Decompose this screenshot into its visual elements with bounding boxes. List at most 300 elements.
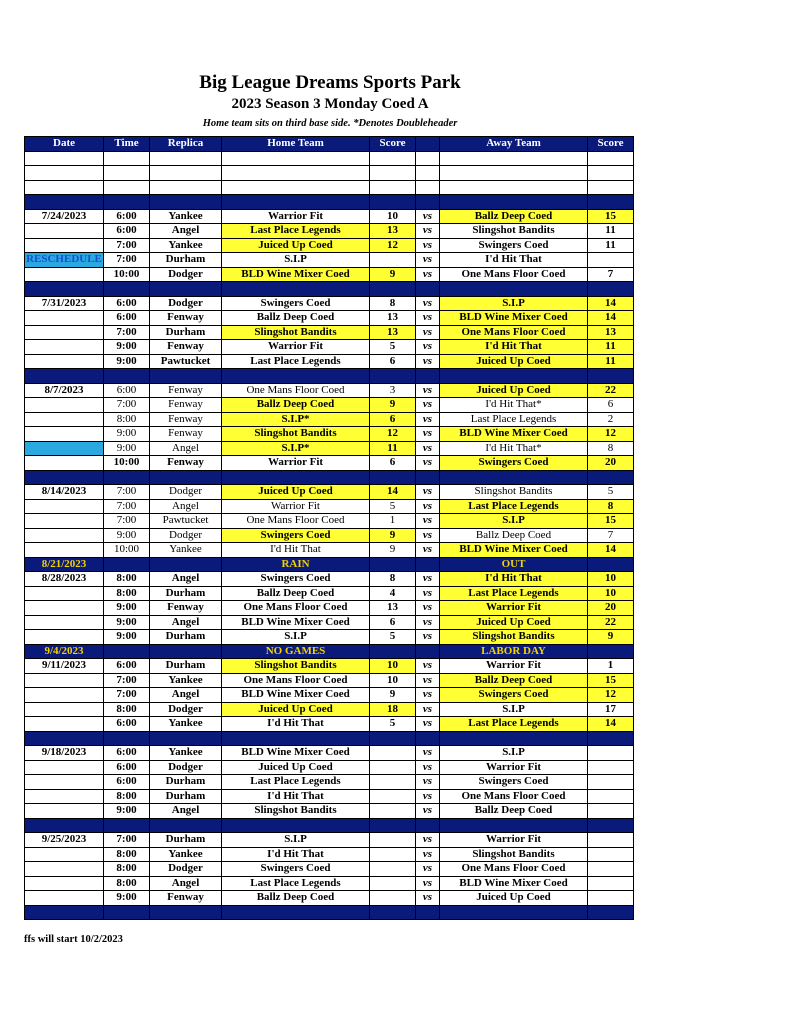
blank-cell — [440, 180, 588, 195]
away-team-cell: I'd Hit That — [440, 340, 588, 355]
blank-cell — [440, 151, 588, 166]
game-row — [25, 267, 634, 282]
schedule-body — [25, 151, 634, 920]
home-team-cell: Slingshot Bandits — [222, 325, 370, 340]
time-cell: 6:00 — [104, 775, 150, 790]
home-team-cell: Ballz Deep Coed — [222, 891, 370, 906]
blank-cell — [150, 166, 222, 181]
separator-cell — [416, 470, 440, 485]
home-team-cell: Last Place Legends — [222, 775, 370, 790]
home-team-cell: Last Place Legends — [222, 224, 370, 239]
home-team-cell: I'd Hit That — [222, 543, 370, 558]
game-row — [25, 659, 634, 674]
game-row — [25, 499, 634, 514]
separator-cell — [588, 369, 634, 384]
time-cell: 8:00 — [104, 702, 150, 717]
away-score-cell — [588, 789, 634, 804]
time-cell: 8:00 — [104, 412, 150, 427]
replica-cell: Durham — [150, 253, 222, 268]
away-score-cell: 15 — [588, 209, 634, 224]
separator-cell — [416, 195, 440, 210]
replica-cell: Dodger — [150, 296, 222, 311]
away-score-cell: 12 — [588, 688, 634, 703]
replica-cell: Angel — [150, 688, 222, 703]
date-cell: 9/18/2023 — [25, 746, 104, 761]
home-score-cell — [370, 833, 416, 848]
vs-cell: vs — [416, 543, 440, 558]
replica-cell: Fenway — [150, 427, 222, 442]
time-cell: 10:00 — [104, 543, 150, 558]
away-score-cell: 17 — [588, 702, 634, 717]
schedule-note: Home team sits on third base side. *Denotes Doubleheader — [202, 118, 458, 129]
away-score-cell — [588, 862, 634, 877]
vs-cell: vs — [416, 586, 440, 601]
date-cell: 7/31/2023 — [25, 296, 104, 311]
separator-cell — [25, 195, 104, 210]
replica-cell: Angel — [150, 876, 222, 891]
time-cell: 8:00 — [104, 876, 150, 891]
game-row — [25, 311, 634, 326]
home-score-cell: 13 — [370, 601, 416, 616]
blank-cell — [25, 166, 104, 181]
away-score-cell: 20 — [588, 456, 634, 471]
away-team-cell: Juiced Up Coed — [440, 891, 588, 906]
home-score-cell: 8 — [370, 572, 416, 587]
time-cell: 6:00 — [104, 717, 150, 732]
home-score-cell: 6 — [370, 412, 416, 427]
home-score-cell: 9 — [370, 543, 416, 558]
home-score-cell: 18 — [370, 702, 416, 717]
away-score-cell: 11 — [588, 224, 634, 239]
separator-cell — [104, 818, 150, 833]
away-score-cell: 7 — [588, 267, 634, 282]
separator-cell — [416, 731, 440, 746]
separator-cell — [25, 818, 104, 833]
separator-cell — [416, 818, 440, 833]
game-row — [25, 572, 634, 587]
vs-cell: vs — [416, 804, 440, 819]
game-row — [25, 586, 634, 601]
time-cell: 7:00 — [104, 499, 150, 514]
home-score-cell: 5 — [370, 717, 416, 732]
time-cell: 6:00 — [104, 209, 150, 224]
home-team-cell: One Mans Floor Coed — [222, 383, 370, 398]
vs-cell: vs — [416, 296, 440, 311]
blank-cell — [588, 180, 634, 195]
date-cell: 9/11/2023 — [25, 659, 104, 674]
away-team-cell: Slingshot Bandits — [440, 630, 588, 645]
away-score-cell: 5 — [588, 485, 634, 500]
away-team-cell: BLD Wine Mixer Coed — [440, 311, 588, 326]
game-row — [25, 427, 634, 442]
home-team-cell: Ballz Deep Coed — [222, 586, 370, 601]
col-date-header: Date — [25, 137, 104, 152]
date-cell — [25, 340, 104, 355]
replica-cell: Fenway — [150, 340, 222, 355]
separator-cell — [25, 905, 104, 920]
separator-cell — [588, 195, 634, 210]
game-row — [25, 862, 634, 877]
game-row — [25, 441, 634, 456]
time-cell: 9:00 — [104, 528, 150, 543]
blank-cell — [104, 151, 150, 166]
away-team-cell: Warrior Fit — [440, 833, 588, 848]
separator-cell — [416, 282, 440, 297]
separator-cell — [222, 731, 370, 746]
date-cell — [25, 456, 104, 471]
vs-cell: vs — [416, 325, 440, 340]
date-cell: 8/7/2023 — [25, 383, 104, 398]
game-row — [25, 412, 634, 427]
time-cell: 8:00 — [104, 847, 150, 862]
home-score-cell: 14 — [370, 485, 416, 500]
away-team-cell: One Mans Floor Coed — [440, 267, 588, 282]
col-vs-header — [416, 137, 440, 152]
game-row — [25, 746, 634, 761]
away-score-cell: 20 — [588, 601, 634, 616]
date-cell — [25, 412, 104, 427]
game-row — [25, 630, 634, 645]
away-score-cell — [588, 746, 634, 761]
replica-cell: Yankee — [150, 673, 222, 688]
away-team-cell: Juiced Up Coed — [440, 383, 588, 398]
away-team-cell: Ballz Deep Coed — [440, 209, 588, 224]
notice-row — [25, 557, 634, 572]
vs-cell: vs — [416, 615, 440, 630]
time-cell: 8:00 — [104, 789, 150, 804]
date-cell — [25, 630, 104, 645]
away-score-cell: 7 — [588, 528, 634, 543]
away-score-cell: 8 — [588, 499, 634, 514]
game-row — [25, 209, 634, 224]
game-row — [25, 804, 634, 819]
home-team-cell: Last Place Legends — [222, 876, 370, 891]
game-row — [25, 296, 634, 311]
away-team-cell: One Mans Floor Coed — [440, 862, 588, 877]
separator-row — [25, 731, 634, 746]
date-cell — [25, 891, 104, 906]
blank-cell — [588, 166, 634, 181]
replica-cell: Dodger — [150, 702, 222, 717]
blank-cell — [25, 180, 104, 195]
date-cell — [25, 325, 104, 340]
away-score-cell: 1 — [588, 659, 634, 674]
replica-cell: Durham — [150, 775, 222, 790]
game-row — [25, 833, 634, 848]
replica-cell: Angel — [150, 615, 222, 630]
home-team-cell: S.I.P — [222, 833, 370, 848]
notice-date: 8/21/2023 — [25, 557, 104, 572]
separator-cell — [370, 470, 416, 485]
home-team-cell: Juiced Up Coed — [222, 760, 370, 775]
date-cell — [25, 586, 104, 601]
notice-away: OUT — [440, 557, 588, 572]
separator-cell — [150, 905, 222, 920]
date-cell: 7/24/2023 — [25, 209, 104, 224]
notice-away: LABOR DAY — [440, 644, 588, 659]
away-score-cell: 14 — [588, 311, 634, 326]
separator-cell — [588, 905, 634, 920]
vs-cell: vs — [416, 514, 440, 529]
separator-row — [25, 470, 634, 485]
home-score-cell: 9 — [370, 528, 416, 543]
separator-cell — [25, 731, 104, 746]
blank-cell — [222, 180, 370, 195]
replica-cell: Pawtucket — [150, 354, 222, 369]
home-score-cell: 12 — [370, 427, 416, 442]
time-cell: 9:00 — [104, 615, 150, 630]
away-score-cell: 14 — [588, 296, 634, 311]
away-score-cell: 15 — [588, 514, 634, 529]
vs-cell: vs — [416, 528, 440, 543]
game-row — [25, 354, 634, 369]
date-cell — [25, 760, 104, 775]
separator-cell — [440, 905, 588, 920]
blank-cell — [370, 166, 416, 181]
separator-cell — [150, 195, 222, 210]
blank-cell — [104, 180, 150, 195]
date-cell — [25, 789, 104, 804]
notice-cell — [150, 644, 222, 659]
away-team-cell: One Mans Floor Coed — [440, 789, 588, 804]
home-team-cell: Warrior Fit — [222, 499, 370, 514]
home-score-cell: 13 — [370, 224, 416, 239]
home-score-cell — [370, 804, 416, 819]
home-team-cell: Swingers Coed — [222, 528, 370, 543]
separator-cell — [440, 731, 588, 746]
away-score-cell: 15 — [588, 673, 634, 688]
separator-cell — [370, 818, 416, 833]
home-score-cell: 12 — [370, 238, 416, 253]
notice-cell — [370, 644, 416, 659]
home-team-cell: Swingers Coed — [222, 862, 370, 877]
home-team-cell: One Mans Floor Coed — [222, 673, 370, 688]
time-cell: 7:00 — [104, 485, 150, 500]
home-score-cell: 4 — [370, 586, 416, 601]
vs-cell: vs — [416, 311, 440, 326]
time-cell: 9:00 — [104, 427, 150, 442]
home-team-cell: Juiced Up Coed — [222, 485, 370, 500]
vs-cell: vs — [416, 398, 440, 413]
notice-cell — [416, 557, 440, 572]
date-cell — [25, 615, 104, 630]
home-team-cell: I'd Hit That — [222, 847, 370, 862]
away-team-cell: I'd Hit That — [440, 253, 588, 268]
blank-cell — [416, 180, 440, 195]
away-team-cell: Last Place Legends — [440, 499, 588, 514]
away-score-cell: 6 — [588, 398, 634, 413]
time-cell: 9:00 — [104, 891, 150, 906]
away-team-cell: I'd Hit That — [440, 572, 588, 587]
page-title: Big League Dreams Sports Park — [199, 72, 461, 93]
replica-cell: Angel — [150, 224, 222, 239]
home-score-cell: 5 — [370, 499, 416, 514]
replica-cell: Dodger — [150, 760, 222, 775]
separator-cell — [440, 818, 588, 833]
date-cell — [25, 775, 104, 790]
vs-cell: vs — [416, 456, 440, 471]
home-score-cell — [370, 789, 416, 804]
game-row — [25, 224, 634, 239]
home-team-cell: Slingshot Bandits — [222, 659, 370, 674]
notice-cell — [370, 557, 416, 572]
home-score-cell: 10 — [370, 659, 416, 674]
replica-cell: Pawtucket — [150, 514, 222, 529]
vs-cell: vs — [416, 253, 440, 268]
notice-row — [25, 644, 634, 659]
home-score-cell: 3 — [370, 383, 416, 398]
vs-cell: vs — [416, 340, 440, 355]
date-cell — [25, 543, 104, 558]
game-row — [25, 253, 634, 268]
time-cell: 9:00 — [104, 354, 150, 369]
replica-cell: Fenway — [150, 311, 222, 326]
home-score-cell — [370, 862, 416, 877]
separator-cell — [150, 282, 222, 297]
blank-cell — [588, 151, 634, 166]
away-team-cell: I'd Hit That* — [440, 441, 588, 456]
col-time-header: Time — [104, 137, 150, 152]
game-row — [25, 340, 634, 355]
vs-cell: vs — [416, 717, 440, 732]
home-score-cell: 9 — [370, 267, 416, 282]
separator-cell — [440, 369, 588, 384]
vs-cell: vs — [416, 775, 440, 790]
replica-cell: Angel — [150, 441, 222, 456]
separator-cell — [222, 818, 370, 833]
vs-cell: vs — [416, 412, 440, 427]
away-score-cell: 11 — [588, 238, 634, 253]
home-team-cell: I'd Hit That — [222, 717, 370, 732]
vs-cell: vs — [416, 224, 440, 239]
replica-cell: Yankee — [150, 238, 222, 253]
separator-cell — [440, 470, 588, 485]
away-team-cell: S.I.P — [440, 746, 588, 761]
away-team-cell: S.I.P — [440, 296, 588, 311]
blank-cell — [370, 151, 416, 166]
date-cell — [25, 862, 104, 877]
date-cell — [25, 717, 104, 732]
replica-cell: Fenway — [150, 398, 222, 413]
separator-row — [25, 195, 634, 210]
replica-cell: Dodger — [150, 485, 222, 500]
away-team-cell: S.I.P — [440, 702, 588, 717]
away-team-cell: Swingers Coed — [440, 688, 588, 703]
home-score-cell: 10 — [370, 673, 416, 688]
game-row — [25, 528, 634, 543]
blank-row — [25, 180, 634, 195]
time-cell: 6:00 — [104, 659, 150, 674]
separator-cell — [440, 282, 588, 297]
date-cell — [25, 267, 104, 282]
separator-row — [25, 369, 634, 384]
date-cell — [25, 354, 104, 369]
game-row — [25, 238, 634, 253]
home-score-cell — [370, 775, 416, 790]
home-team-cell: BLD Wine Mixer Coed — [222, 746, 370, 761]
time-cell: 7:00 — [104, 688, 150, 703]
vs-cell: vs — [416, 354, 440, 369]
separator-cell — [222, 282, 370, 297]
vs-cell: vs — [416, 847, 440, 862]
home-score-cell: 13 — [370, 325, 416, 340]
separator-cell — [104, 282, 150, 297]
replica-cell: Dodger — [150, 528, 222, 543]
away-score-cell — [588, 833, 634, 848]
away-team-cell: Slingshot Bandits — [440, 224, 588, 239]
replica-cell: Angel — [150, 572, 222, 587]
separator-cell — [440, 195, 588, 210]
separator-cell — [104, 731, 150, 746]
away-score-cell: 11 — [588, 340, 634, 355]
vs-cell: vs — [416, 238, 440, 253]
home-score-cell: 9 — [370, 688, 416, 703]
date-cell — [25, 238, 104, 253]
replica-cell: Durham — [150, 325, 222, 340]
time-cell: 9:00 — [104, 630, 150, 645]
home-score-cell: 10 — [370, 209, 416, 224]
date-cell: 8/28/2023 — [25, 572, 104, 587]
separator-cell — [104, 369, 150, 384]
game-row — [25, 760, 634, 775]
date-cell — [25, 427, 104, 442]
time-cell: 6:00 — [104, 760, 150, 775]
date-cell — [25, 673, 104, 688]
away-team-cell: I'd Hit That* — [440, 398, 588, 413]
time-cell: 7:00 — [104, 325, 150, 340]
time-cell: 6:00 — [104, 224, 150, 239]
separator-cell — [370, 369, 416, 384]
vs-cell: vs — [416, 209, 440, 224]
vs-cell: vs — [416, 789, 440, 804]
game-row — [25, 514, 634, 529]
away-team-cell: Swingers Coed — [440, 456, 588, 471]
away-team-cell: Warrior Fit — [440, 760, 588, 775]
time-cell: 9:00 — [104, 804, 150, 819]
away-team-cell: S.I.P — [440, 514, 588, 529]
home-score-cell: 6 — [370, 615, 416, 630]
replica-cell: Yankee — [150, 847, 222, 862]
date-cell — [25, 876, 104, 891]
blank-row — [25, 151, 634, 166]
playoffs-footnote: ffs will start 10/2/2023 — [24, 934, 123, 945]
col-home-score-header: Score — [370, 137, 416, 152]
game-row — [25, 543, 634, 558]
home-team-cell: Warrior Fit — [222, 340, 370, 355]
time-cell: 6:00 — [104, 746, 150, 761]
time-cell: 9:00 — [104, 340, 150, 355]
blank-cell — [416, 166, 440, 181]
away-score-cell: 12 — [588, 427, 634, 442]
home-team-cell: Warrior Fit — [222, 209, 370, 224]
separator-cell — [222, 470, 370, 485]
date-cell — [25, 847, 104, 862]
blank-cell — [150, 151, 222, 166]
replica-cell: Yankee — [150, 717, 222, 732]
notice-cell — [588, 557, 634, 572]
blank-cell — [150, 180, 222, 195]
home-team-cell: Juiced Up Coed — [222, 702, 370, 717]
separator-cell — [370, 905, 416, 920]
date-cell: 9/25/2023 — [25, 833, 104, 848]
replica-cell: Yankee — [150, 543, 222, 558]
blank-cell — [222, 166, 370, 181]
date-cell — [25, 514, 104, 529]
away-score-cell — [588, 847, 634, 862]
time-cell: 6:00 — [104, 311, 150, 326]
game-row — [25, 688, 634, 703]
away-team-cell: Slingshot Bandits — [440, 847, 588, 862]
